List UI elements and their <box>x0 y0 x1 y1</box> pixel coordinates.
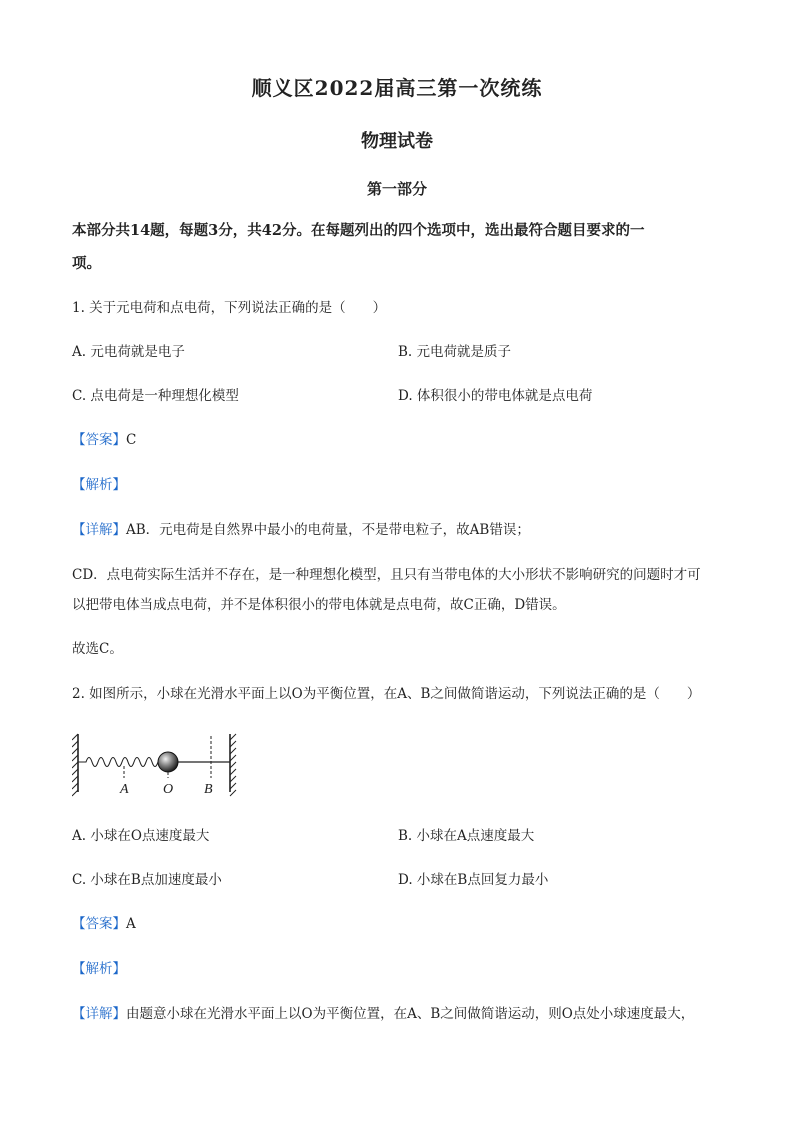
q2-analysis-tag: 【解析】 <box>72 961 126 977</box>
label-a: A <box>120 782 129 797</box>
q2-answer <box>72 914 136 934</box>
right-wall-hatch <box>230 734 236 796</box>
q2-option-a: A. 小球在O点速度最大 <box>72 828 210 844</box>
q1-option-d: D. 体积很小的带电体就是点电荷 <box>398 388 593 404</box>
q1-option-b: B. 元电荷就是质子 <box>398 344 512 360</box>
answer-value: C <box>126 432 137 448</box>
q2-option-b: B. 小球在A点速度最大 <box>398 828 535 844</box>
label-o: O <box>163 782 174 797</box>
q1-detail-3: 以把带电体当成点电荷，并不是体积很小的带电体就是点电荷，故C正确，D错误。 <box>72 597 566 613</box>
intro-line-1: 本部分共14题，每题3分，共42分。在每题列出的四个选项中，选出最符合题目要求的一 <box>72 222 645 239</box>
q1-detail-1 <box>72 520 530 540</box>
q1-option-c: C. 点电荷是一种理想化模型 <box>72 388 239 404</box>
subject-title: 物理试卷 <box>361 131 433 152</box>
answer-value: A <box>126 916 136 932</box>
q2-detail-1 <box>72 1004 694 1024</box>
spring <box>78 758 164 767</box>
answer-tag: 【答案】 <box>72 432 126 448</box>
detail-text: AB．元电荷是自然界中最小的电荷量，不是带电粒子，故AB错误； <box>126 522 530 538</box>
part-title: 第一部分 <box>366 180 427 198</box>
ball <box>158 752 178 772</box>
q1-option-a: A. 元电荷就是电子 <box>72 344 185 360</box>
answer-tag: 【答案】 <box>72 916 126 932</box>
exam-title: 顺义区2022届高三第一次统练 <box>251 76 543 100</box>
q1-stem: 1. 关于元电荷和点电荷，下列说法正确的是（ ） <box>72 300 387 316</box>
q2-option-c: C. 小球在B点加速度最小 <box>72 872 222 888</box>
left-wall-hatch <box>72 734 78 796</box>
q1-conclusion: 故选C。 <box>72 641 123 657</box>
q2-stem: 2. 如图所示，小球在光滑水平面上以O为平衡位置，在A、B之间做简谐运动，下列说法正确的是（ ） <box>72 686 701 702</box>
q2-option-d: D. 小球在B点回复力最小 <box>398 872 549 888</box>
q1-detail-2: CD．点电荷实际生活并不存在，是一种理想化模型，且只有当带电体的大小形状不影响研究的问题时才可 <box>72 567 701 583</box>
spring-oscillator-figure <box>72 730 242 800</box>
q1-answer <box>72 430 136 450</box>
q1-analysis-tag: 【解析】 <box>72 477 126 493</box>
intro-line-2: 项。 <box>72 255 101 272</box>
label-b: B <box>204 782 213 797</box>
detail-text: 由题意小球在光滑水平面上以O为平衡位置，在A、B之间做简谐运动，则O点处小球速度最大， <box>126 1006 695 1022</box>
detail-tag: 【详解】 <box>72 1006 126 1022</box>
detail-tag: 【详解】 <box>72 522 126 538</box>
